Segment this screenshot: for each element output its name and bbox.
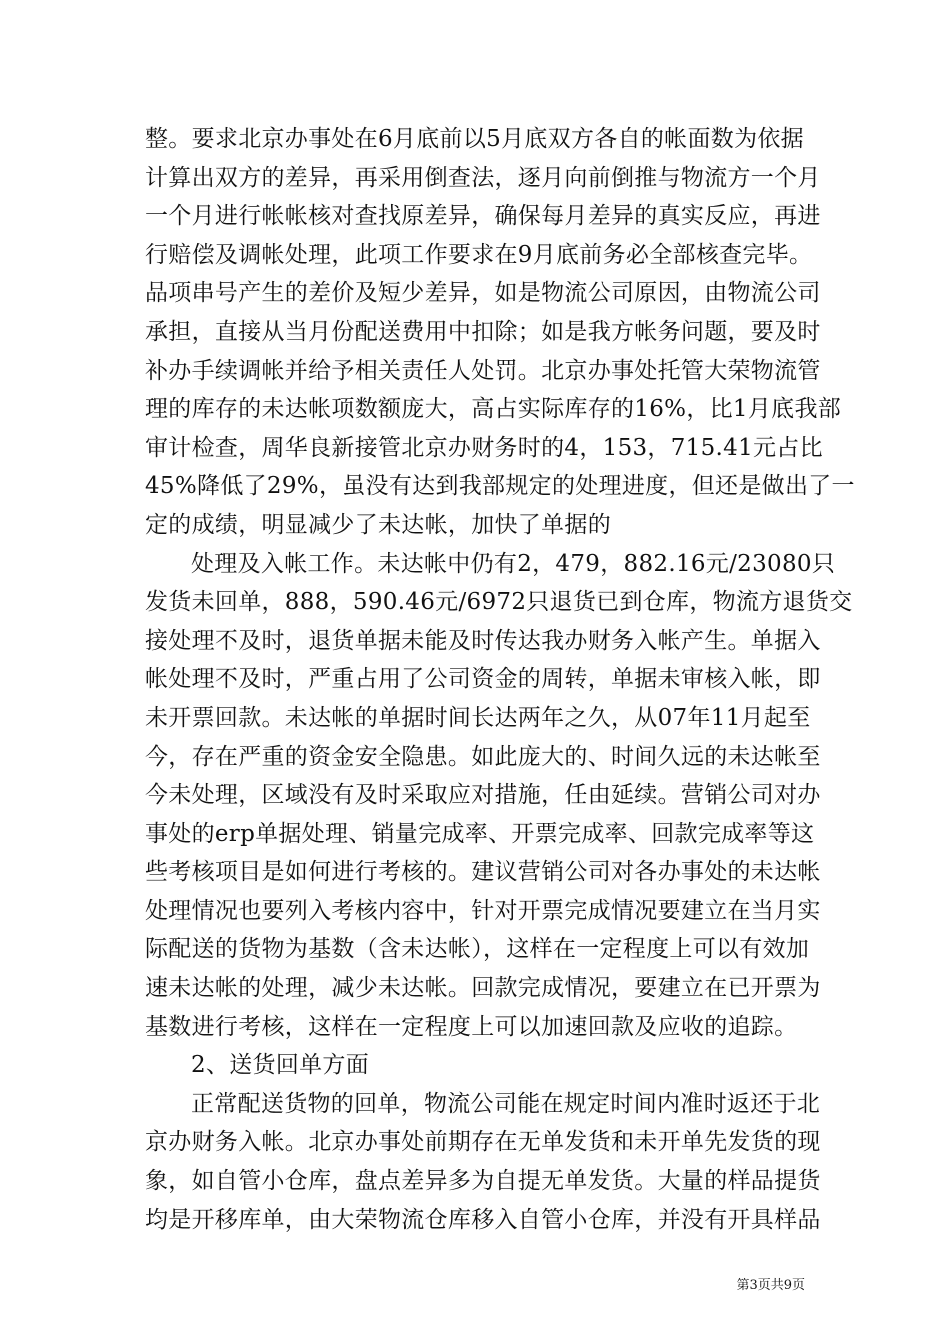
body-text [145,120,855,1239]
text-line: 处理情况也要列入考核内容中，针对开票完成情况要建立在当月实 [145,897,821,924]
text-line: 45%降低了29%，虽没有达到我部规定的处理进度，但还是做出了一 [145,473,855,500]
text-line: 事处的erp单据处理、销量完成率、开票完成率、回款完成率等这 [145,820,815,847]
text-line: 一个月进行帐帐核对查找原差异，确保每月差异的真实反应，再进 [145,203,821,230]
page-number: 第3页共9页 [736,1278,805,1293]
text-line: 际配送的货物为基数（含未达帐），这样在一定程度上可以有效加 [145,936,810,963]
text-line: 今未处理，区域没有及时采取应对措施，任由延续。营销公司对办 [145,782,821,809]
text-line: 处理及入帐工作。未达帐中仍有2，479，882.16元/23080只 [191,550,836,577]
text-line: 基数进行考核，这样在一定程度上可以加速回款及应收的追踪。 [145,1013,798,1040]
text-line: 品项串号产生的差价及短少差异，如是物流公司原因，由物流公司 [145,280,821,307]
section-heading: 2、送货回单方面 [191,1052,370,1079]
text-line: 定的成绩，明显减少了未达帐，加快了单据的 [145,511,611,538]
text-line: 补办手续调帐并给予相关责任人处罚。北京办事处托管大荣物流管 [145,357,821,384]
text-line: 整。要求北京办事处在6月底前以5月底双方各自的帐面数为依据 [145,126,804,152]
text-line: 均是开移库单，由大荣物流仓库移入自管小仓库，并没有开具样品 [145,1206,821,1233]
text-line: 发货未回单，888，590.46元/6972只退货已到仓库，物流方退货交 [145,589,853,616]
text-line: 京办财务入帐。北京办事处前期存在无单发货和未开单先发货的现 [145,1129,821,1156]
text-line: 接处理不及时，退货单据未能及时传达我办财务入帐产生。单据入 [145,627,821,654]
text-line: 象，如自管小仓库，盘点差异多为自提无单发货。大量的样品提货 [145,1168,821,1195]
text-line: 未开票回款。未达帐的单据时间长达两年之久，从07年11月起至 [145,704,811,731]
text-line: 计算出双方的差异，再采用倒查法，逐月向前倒推与物流方一个月 [145,164,821,191]
text-line: 帐处理不及时，严重占用了公司资金的周转，单据未审核入帐，即 [145,666,821,693]
text-line: 理的库存的未达帐项数额庞大，高占实际库存的16%，比1月底我部 [145,396,842,423]
text-line: 今，存在严重的资金安全隐患。如此庞大的、时间久远的未达帐至 [145,743,821,770]
text-line: 些考核项目是如何进行考核的。建议营销公司对各办事处的未达帐 [145,859,821,886]
text-line: 审计检查，周华良新接管北京办财务时的4，153，715.41元占比 [145,434,823,461]
text-line: 速未达帐的处理，减少未达帐。回款完成情况，要建立在已开票为 [145,975,821,1002]
text-line: 正常配送货物的回单，物流公司能在规定时间内准时返还于北 [191,1090,821,1117]
text-line: 承担，直接从当月份配送费用中扣除；如是我方帐务问题，要及时 [145,318,821,345]
text-line: 行赔偿及调帐处理，此项工作要求在9月底前务必全部核查完毕。 [145,241,813,268]
